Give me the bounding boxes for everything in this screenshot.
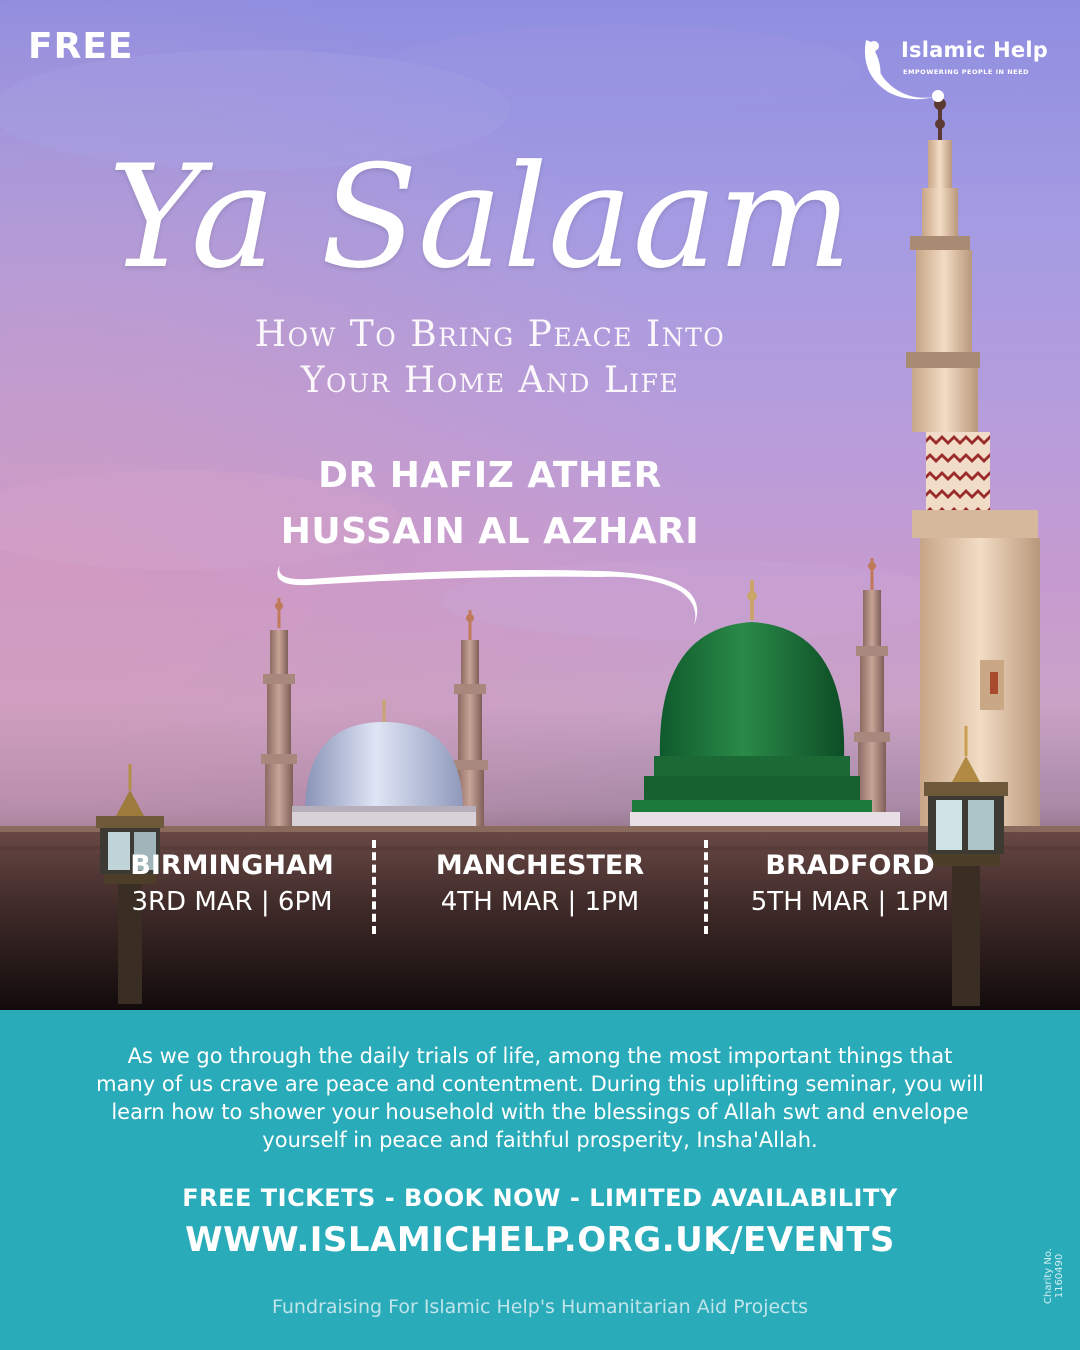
speaker-name [240, 448, 740, 560]
venue-time: 3RD MAR | 6PM [131, 887, 333, 917]
venue-divider [372, 840, 376, 934]
fundraising-footer: Fundraising For Islamic Help's Humanitarian Aid Projects [272, 1296, 808, 1318]
islamic-help-logo[interactable] [858, 30, 1058, 110]
venue-birmingham [82, 848, 382, 920]
venue-bradford [700, 848, 1000, 920]
subtitle-line-2: Your Home And Life [300, 360, 680, 401]
logo-tagline: EMPOWERING PEOPLE IN NEED [903, 68, 1029, 76]
venue-city: BRADFORD [765, 850, 935, 881]
venue-schedule [90, 840, 1010, 940]
event-subtitle [190, 312, 790, 404]
info-panel [0, 1010, 1080, 1350]
subtitle-line-1: How To Bring Peace Into [254, 314, 726, 355]
underline-swoosh [270, 545, 710, 635]
events-link[interactable]: WWW.ISLAMICHELP.ORG.UK/EVENTS [185, 1220, 895, 1260]
speaker-line-1: DR HAFIZ ATHER [318, 455, 662, 496]
venue-city: MANCHESTER [435, 850, 645, 881]
charity-number: Charity No. 1160490 [1043, 1248, 1065, 1304]
venue-time: 5TH MAR | 1PM [750, 887, 950, 917]
event-title: Ya Salaam [108, 135, 852, 300]
venue-manchester [390, 848, 690, 920]
ticket-cta: FREE TICKETS - BOOK NOW - LIMITED AVAILABILITY [182, 1184, 898, 1212]
logo-name: Islamic Help [901, 38, 1048, 62]
venue-city: BIRMINGHAM [130, 850, 334, 881]
event-description: As we go through the daily trials of life, among the most important things that many of us crave are peace and contentment. During this uplifting seminar, you will learn how to shower your household with the blessings of Allah swt and envelope yourself in peace and faithful prosperity, Insha'Allah. [96, 1044, 984, 1152]
venue-time: 4TH MAR | 1PM [440, 887, 640, 917]
speaker-line-2: HUSSAIN AL AZHARI [280, 511, 700, 552]
free-tag: FREE [28, 26, 134, 67]
